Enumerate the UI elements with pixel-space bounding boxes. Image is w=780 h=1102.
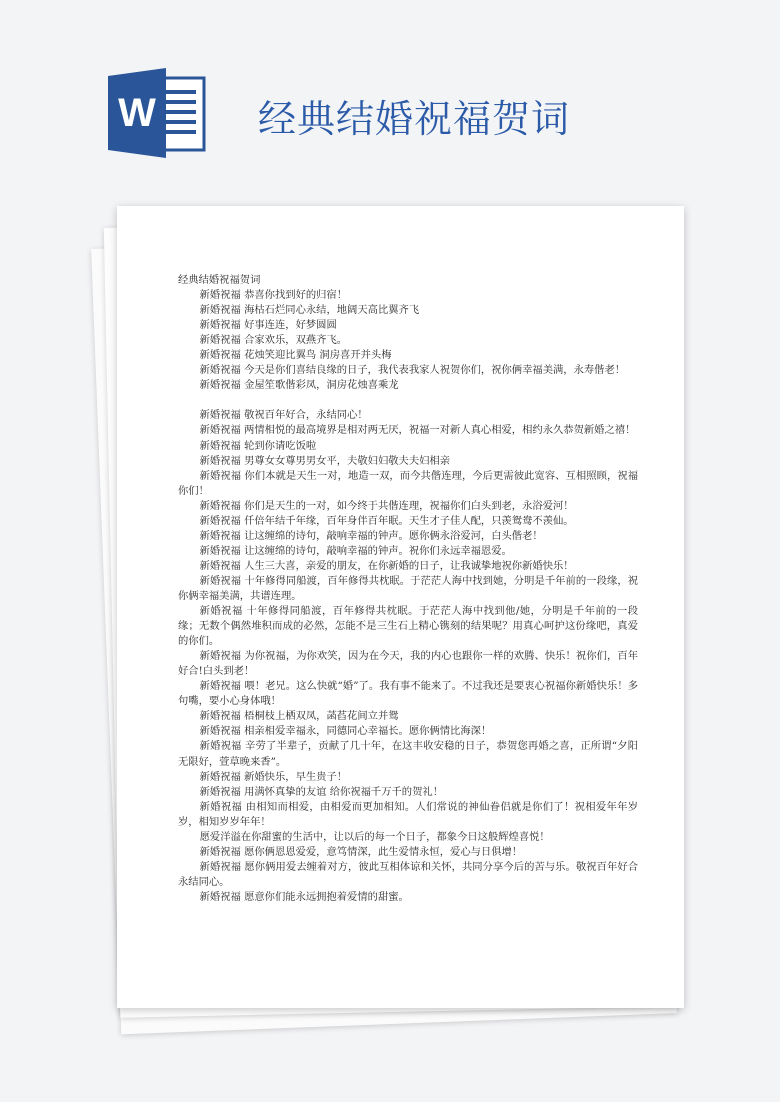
paragraph-32: 新婚祝福 愿意你们能永远拥抱着爱情的甜蜜。 — [199, 890, 409, 903]
paragraph-30: 新婚祝福 愿你俩恩恩爱爱，意笃情深，此生爱情永恒，爱心与日俱增！ — [199, 845, 523, 858]
paragraph-20: 新婚祝福 十年修得同船渡，百年修得共枕眠。于茫茫人海中找到他/她，分明是千年前的一段缘；无数个偶然堆积而成的必然，怎能不是三生石上精心镌刻的结果呢？用真心呵护这份缘吧，真爱的你们。 — [178, 605, 638, 648]
paragraph-2: 新婚祝福 海枯石烂同心永结，地阔天高比翼齐飞 — [199, 304, 420, 317]
paragraph-9: 新婚祝福 敬祝百年好合，永结同心！ — [199, 409, 368, 422]
document-heading: 经典结婚祝福贺词 — [178, 274, 261, 286]
blank-line — [178, 393, 638, 408]
page-title: 经典结婚祝福贺词 — [258, 97, 571, 141]
paragraph-24: 新婚祝福 相亲相爱幸福永，同德同心幸福长。愿你俩情比海深！ — [199, 725, 492, 738]
paragraph-28: 新婚祝福 由相知而相爱，由相爱而更加相知。人们常说的神仙眷侣就是你们了！祝相爱年年岁岁，相知岁岁年年！ — [178, 800, 638, 828]
paragraph-19: 新婚祝福 十年修得同船渡，百年修得共枕眠。于茫茫人海中找到她，分明是千年前的一段缘，祝你俩幸福美满，共谱连理。 — [178, 574, 638, 602]
paragraph-13: 新婚祝福 你们本就是天生一对，地造一双，而今共偕连理，今后更需彼此宽容、互相照顾，祝福你们！ — [178, 469, 638, 497]
word-logo-letter: W — [118, 91, 156, 135]
paragraph-10: 新婚祝福 两情相悦的最高境界是相对两无厌，祝福一对新人真心相爱，相约永久恭贺新婚之禧！ — [199, 424, 636, 437]
paragraph-17: 新婚祝福 让这缠绵的诗句，敲响幸福的钟声。祝你们永远幸福恩爱。 — [199, 544, 512, 557]
paragraph-5: 新婚祝福 花烛笑迎比翼鸟 洞房喜开并头梅 — [199, 349, 392, 362]
paragraph-11: 新婚祝福 轮到你请吃饭啦 — [199, 439, 317, 452]
paragraph-4: 新婚祝福 合家欢乐，双燕齐飞。 — [199, 334, 348, 347]
paragraph-26: 新婚祝福 新婚快乐，早生贵子！ — [199, 770, 348, 783]
paragraph-12: 新婚祝福 男尊女女尊男男女平，夫敬妇妇敬夫夫妇相亲 — [199, 454, 451, 467]
paragraph-22: 新婚祝福 喂！老兄。这么快就“婚”了。我有事不能来了。不过我还是要衷心祝福你新婚快乐！多句嘴，要小心身体哦！ — [178, 680, 638, 708]
paragraph-31: 新婚祝福 愿你俩用爱去缠着对方，彼此互相体谅和关怀，共同分享今后的苦与乐。敬祝百年好合永结同心。 — [178, 860, 638, 888]
paragraph-18: 新婚祝福 人生三大喜，亲爱的朋友，在你新婚的日子，让我诚挚地祝你新婚快乐！ — [199, 559, 574, 572]
paragraph-21: 新婚祝福 为你祝福，为你欢笑，因为在今天，我的内心也跟你一样的欢腾、快乐！祝你们，百年好合!白头到老！ — [178, 650, 638, 678]
paragraph-1: 新婚祝福 恭喜你找到好的归宿！ — [199, 289, 348, 302]
paragraph-3: 新婚祝福 好事连连，好梦圆圆 — [199, 319, 337, 332]
paragraph-29: 愿爱洋溢在你甜蜜的生活中，让以后的每一个日子，都象今日这般辉煌喜悦！ — [199, 830, 550, 843]
paragraph-27: 新婚祝福 用满怀真挚的友谊 给你祝福千万千的贺礼！ — [199, 785, 443, 798]
document-body — [178, 273, 638, 905]
paragraph-23: 新婚祝福 梧桐枝上栖双凤，菡萏花间立并鸳 — [199, 710, 399, 723]
paragraph-15: 新婚祝福 仟倍年结千年缘，百年身伴百年眠。天生才子佳人配，只羡鸳鸯不羡仙。 — [199, 514, 574, 527]
paragraph-7: 新婚祝福 金屋笙歌偕彩凤，洞房花烛喜乘龙 — [199, 379, 399, 392]
paragraph-25: 新婚祝福 辛劳了半辈子，贡献了几十年，在这丰收安稳的日子，恭贺您再婚之喜，正所谓“夕阳无限好，萱草晚来香”。 — [178, 740, 638, 768]
paragraph-6: 新婚祝福 今天是你们喜结良缘的日子，我代表我家人祝贺你们，祝你俩幸福美满，永寿偕老！ — [199, 364, 626, 377]
paragraph-16: 新婚祝福 让这缠绵的诗句，敲响幸福的钟声。愿你俩永浴爱河，白头偕老！ — [199, 529, 543, 542]
paragraph-14: 新婚祝福 你们是天生的一对，如今终于共偕连理，祝福你们白头到老，永浴爱河！ — [199, 499, 574, 512]
